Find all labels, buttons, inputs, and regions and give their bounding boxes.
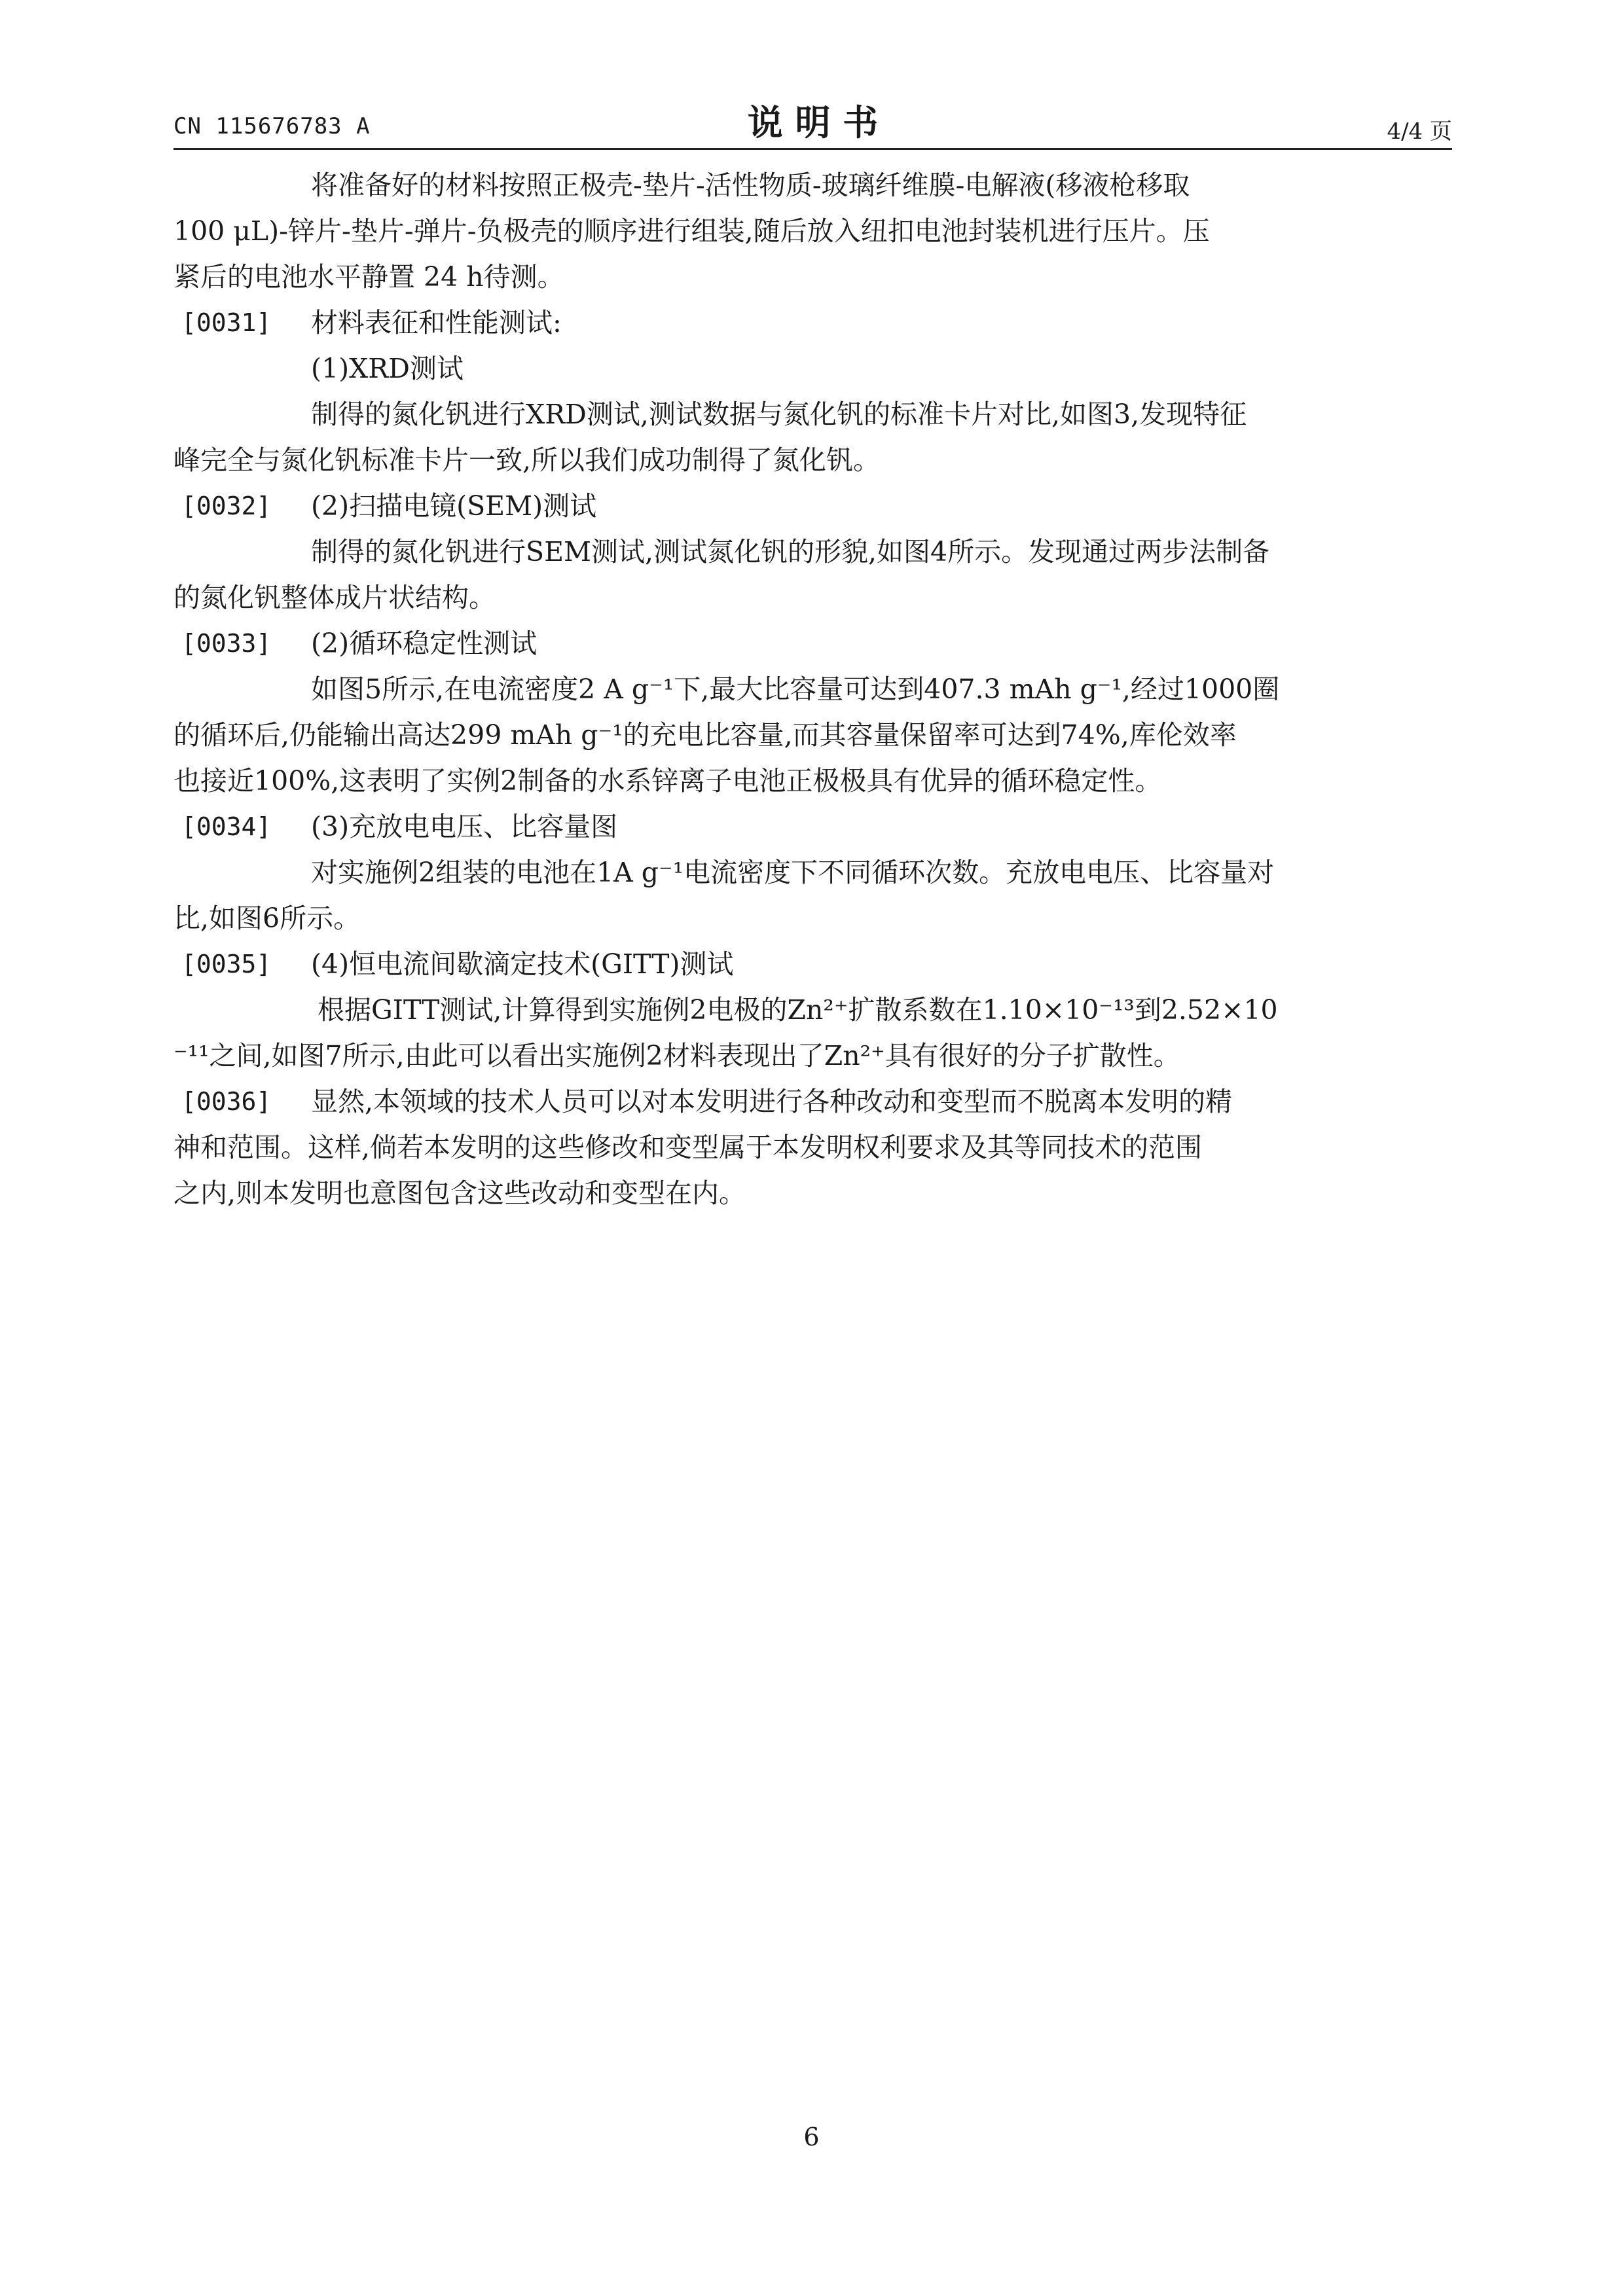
text-line: [173, 620, 1452, 666]
text-line: [173, 712, 1452, 758]
line-text: (1)XRD测试: [311, 353, 464, 384]
document-body: [173, 162, 1452, 1216]
line-text: 神和范围。这样,倘若本发明的这些修改和变型属于本发明权利要求及其等同技术的范围: [173, 1132, 1203, 1163]
line-text: 100 μL)-锌片-垫片-弹片-负极壳的顺序进行组装,随后放入纽扣电池封装机进行压片。压: [173, 215, 1210, 247]
text-line: [173, 895, 1452, 941]
header-divider: [173, 148, 1452, 150]
paragraph-number: [0033]: [181, 629, 272, 658]
text-line: [173, 1124, 1452, 1170]
page-counter: 4/4 页: [1387, 118, 1452, 145]
text-line: [173, 208, 1452, 254]
paragraph-number: [0036]: [181, 1087, 272, 1116]
text-line: [173, 1170, 1452, 1216]
text-line: [173, 483, 1452, 529]
line-text: 对实施例2组装的电池在1A g⁻¹电流密度下不同循环次数。充放电电压、比容量对: [311, 857, 1275, 888]
text-line: [173, 941, 1452, 987]
line-text: (2)扫描电镜(SEM)测试: [311, 490, 597, 522]
text-line: [173, 804, 1452, 850]
text-line: [173, 987, 1452, 1033]
text-line: [173, 162, 1452, 208]
paragraph-number: [0032]: [181, 492, 272, 520]
text-line: [173, 346, 1452, 391]
page-header: [173, 88, 1452, 147]
text-line: [173, 437, 1452, 483]
line-text: 制得的氮化钒进行XRD测试,测试数据与氮化钒的标准卡片对比,如图3,发现特征: [311, 399, 1247, 430]
text-line: [173, 254, 1452, 300]
line-text: 材料表征和性能测试:: [311, 307, 562, 338]
line-text: 的氮化钒整体成片状结构。: [173, 582, 496, 613]
line-text: 比,如图6所示。: [173, 903, 361, 934]
line-text: (4)恒电流间歇滴定技术(GITT)测试: [311, 948, 734, 980]
text-line: [173, 391, 1452, 437]
line-text: 峰完全与氮化钒标准卡片一致,所以我们成功制得了氮化钒。: [173, 444, 881, 476]
line-text: 的循环后,仍能输出高达299 mAh g⁻¹的充电比容量,而其容量保留率可达到74%,库伦效率: [173, 719, 1237, 751]
text-line: [173, 300, 1452, 346]
paragraph-number: [0031]: [181, 308, 272, 337]
line-text: 紧后的电池水平静置 24 h待测。: [173, 261, 564, 293]
line-text: (3)充放电电压、比容量图: [311, 811, 618, 842]
page-number: 6: [803, 2123, 820, 2151]
line-text: ⁻¹¹之间,如图7所示,由此可以看出实施例2材料表现出了Zn²⁺具有很好的分子扩散性。: [173, 1040, 1180, 1071]
text-line: [173, 758, 1452, 804]
text-line: [173, 850, 1452, 895]
line-text: 制得的氮化钒进行SEM测试,测试氮化钒的形貌,如图4所示。发现通过两步法制备: [311, 536, 1270, 567]
line-text: 根据GITT测试,计算得到实施例2电极的Zn²⁺扩散系数在1.10×10⁻¹³到2.52×10: [318, 994, 1278, 1026]
line-text: 显然,本领域的技术人员可以对本发明进行各种改动和变型而不脱离本发明的精: [311, 1086, 1233, 1117]
patent-number: CN 115676783 A: [173, 113, 371, 139]
line-text: 也接近100%,这表明了实例2制备的水系锌离子电池正极极具有优异的循环稳定性。: [173, 765, 1162, 797]
line-text: (2)循环稳定性测试: [311, 628, 538, 659]
text-line: [173, 529, 1452, 575]
paragraph-number: [0035]: [181, 950, 272, 978]
text-line: [173, 666, 1452, 712]
line-text: 如图5所示,在电流密度2 A g⁻¹下,最大比容量可达到407.3 mAh g⁻¹,经过1000圈: [311, 673, 1280, 705]
text-line: [173, 575, 1452, 620]
document-title: 说 明 书: [747, 102, 879, 143]
line-text: 将准备好的材料按照正极壳-垫片-活性物质-玻璃纤维膜-电解液(移液枪移取: [311, 170, 1190, 201]
text-line: [173, 1079, 1452, 1124]
line-text: 之内,则本发明也意图包含这些改动和变型在内。: [173, 1177, 746, 1209]
paragraph-number: [0034]: [181, 812, 272, 841]
text-line: [173, 1033, 1452, 1079]
